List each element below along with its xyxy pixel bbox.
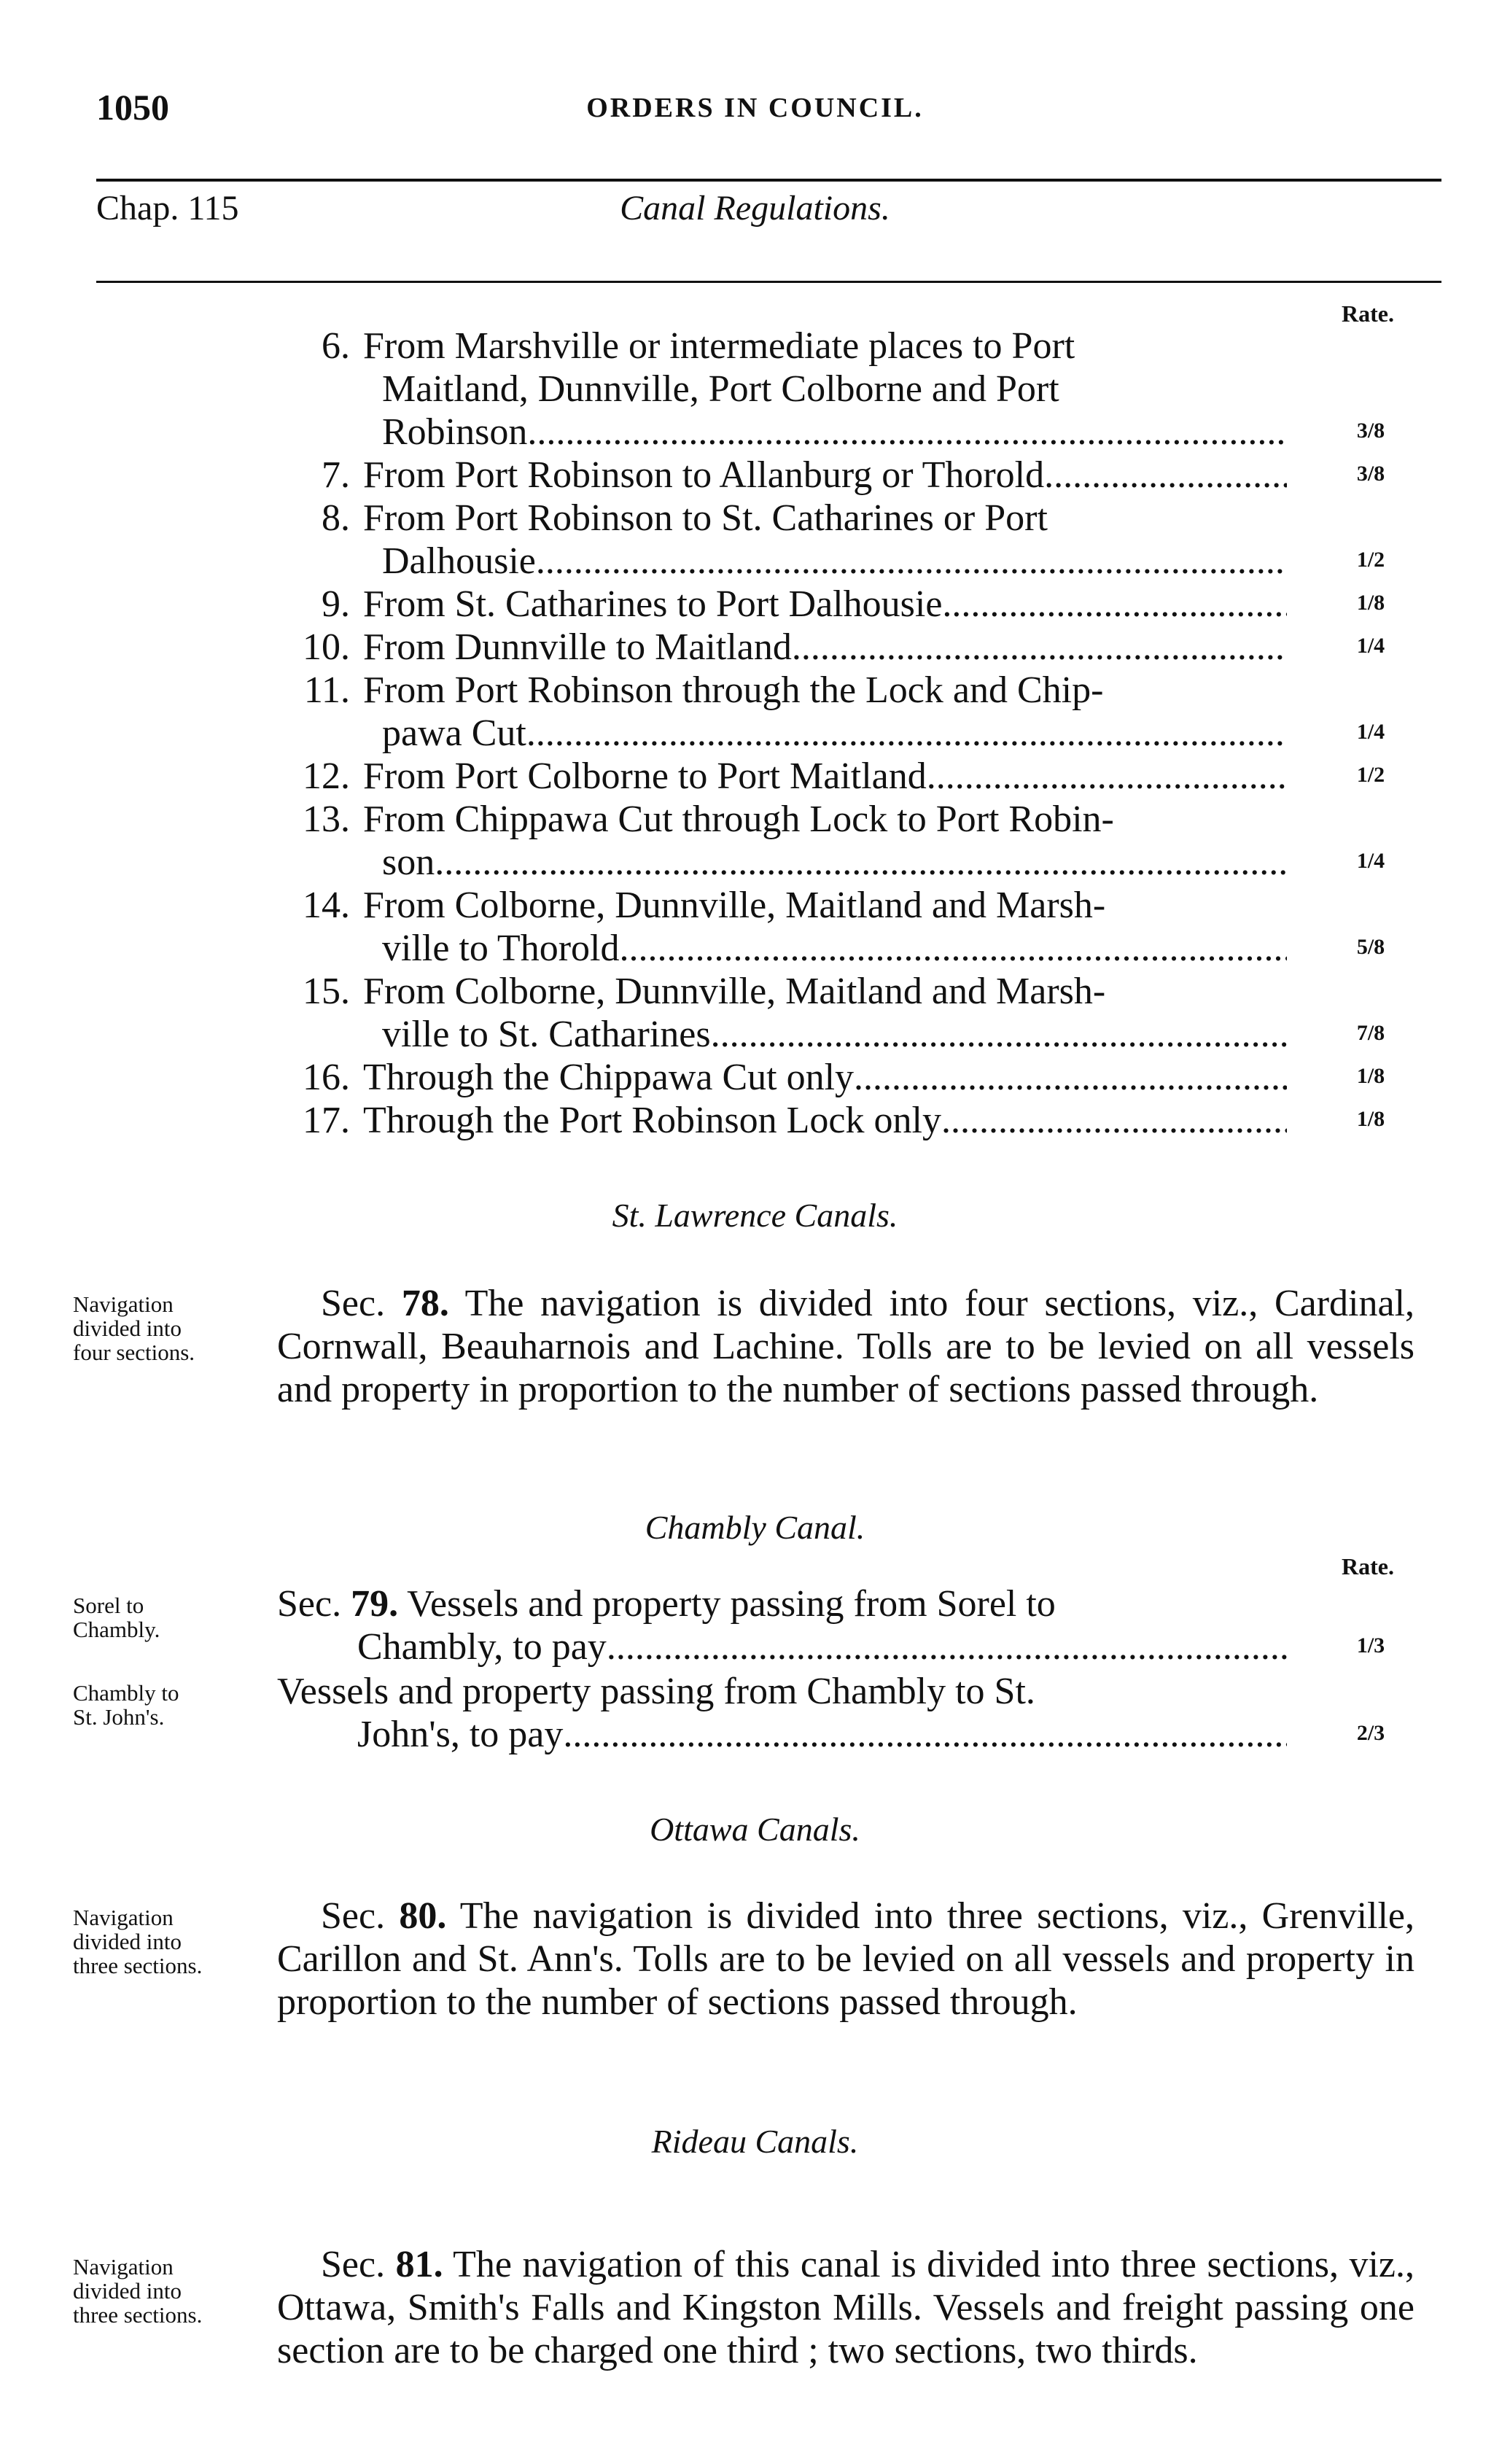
- ottawa-margin-note: [73, 1905, 284, 1978]
- chambly-rate-item: [277, 1582, 1414, 1668]
- toll-text: Robinson: [382, 411, 528, 453]
- dot-leader: [607, 1625, 1287, 1668]
- ottawa-heading: Ottawa Canals.: [650, 1811, 860, 1848]
- section-head: [0, 188, 1510, 239]
- toll-number: 15.: [303, 971, 350, 1012]
- toll-rate: 5/8: [1356, 935, 1385, 959]
- toll-number: 13.: [303, 798, 350, 840]
- toll-number: 8.: [322, 497, 350, 539]
- dot-leader: [619, 927, 1287, 970]
- toll-rate: 1/2: [1356, 763, 1385, 787]
- toll-item: [277, 1056, 1414, 1099]
- margin-note-line: Navigation: [73, 1905, 174, 1930]
- margin-note-line: three sections.: [73, 1953, 203, 1978]
- section-title: Canal Regulations.: [620, 189, 890, 228]
- margin-note-line: St. John's.: [73, 1704, 165, 1730]
- header-rule: [96, 179, 1441, 182]
- margin-note-line: three sections.: [73, 2302, 203, 2328]
- toll-rate: 1/8: [1356, 1107, 1385, 1131]
- sec-label: Sec.: [277, 1583, 342, 1625]
- toll-rate: 1/4: [1356, 849, 1385, 873]
- sec-text: The navigation is divided into three sections, viz., Grenville, Carillon and St. Ann's. Tolls are to be levied on all vessels and property in proportion to the number of sections passed through.: [277, 1895, 1415, 2023]
- margin-note-line: divided into: [73, 1315, 182, 1341]
- toll-text: Maitland, Dunnville, Port Colborne and Port: [382, 368, 1059, 410]
- toll-item: [277, 626, 1414, 669]
- margin-note-line: Navigation: [73, 2254, 174, 2280]
- chambly-rate-item: [277, 1670, 1414, 1756]
- sec-number: 78.: [401, 1283, 449, 1324]
- toll-text: Dalhousie: [382, 540, 536, 582]
- toll-number: 9.: [322, 583, 350, 625]
- dot-leader: [711, 1013, 1287, 1056]
- dot-leader: [927, 755, 1287, 798]
- sec-text: The navigation is divided into four sections, viz., Cardinal, Cornwall, Beauharnois and Lachine. Tolls are to be levied on all vessels and property in proportion to the number of sections passed through.: [277, 1283, 1415, 1410]
- toll-item: [277, 497, 1414, 583]
- dot-leader: [536, 540, 1287, 583]
- chambly-margin-note-1: [73, 1593, 284, 1641]
- toll-number: 14.: [303, 885, 350, 926]
- toll-text: Through the Chippawa Cut only: [363, 1057, 855, 1098]
- chambly-heading: Chambly Canal.: [645, 1509, 865, 1546]
- ottawa-paragraph: [277, 1894, 1414, 2024]
- rate-value: 1/3: [1356, 1633, 1385, 1657]
- st-lawrence-heading: St. Lawrence Canals.: [612, 1197, 898, 1234]
- toll-text: From Marshville or intermediate places to Port: [363, 325, 1075, 367]
- rideau-margin-note: [73, 2255, 284, 2327]
- rideau-heading: Rideau Canals.: [651, 2123, 859, 2160]
- running-title: ORDERS IN COUNCIL.: [586, 93, 924, 123]
- toll-text: From Dunnville to Maitland: [363, 626, 792, 668]
- toll-text: ville to St. Catharines: [382, 1014, 711, 1055]
- section-rule: [96, 281, 1441, 283]
- toll-rate: 1/4: [1356, 634, 1385, 658]
- toll-item: [277, 454, 1414, 497]
- toll-text: ville to Thorold: [382, 928, 620, 969]
- margin-note-line: divided into: [73, 2278, 182, 2304]
- rate-column-label: Rate.: [1342, 1553, 1394, 1579]
- toll-rate: 1/8: [1356, 591, 1385, 615]
- toll-text: From Port Robinson to Allanburg or Thorold: [363, 454, 1045, 496]
- toll-text: Through the Port Robinson Lock only: [363, 1100, 941, 1141]
- toll-item: [277, 798, 1414, 884]
- st-lawrence-margin-note: [73, 1292, 284, 1364]
- dot-leader: [526, 712, 1287, 755]
- sec-label: Sec.: [321, 1283, 386, 1324]
- dot-leader: [1044, 454, 1287, 497]
- st-lawrence-paragraph: [277, 1282, 1414, 1411]
- toll-text: From Chippawa Cut through Lock to Port Robin-: [363, 798, 1114, 840]
- sec-number: 79.: [351, 1583, 399, 1625]
- toll-item: [277, 669, 1414, 755]
- toll-text: From Port Robinson to St. Catharines or Port: [363, 497, 1048, 539]
- dot-leader: [941, 1099, 1287, 1142]
- toll-text: From Colborne, Dunnville, Maitland and Marsh-: [363, 885, 1106, 926]
- toll-item: [277, 884, 1414, 970]
- toll-text: From Colborne, Dunnville, Maitland and Marsh-: [363, 971, 1106, 1012]
- rate-column-label: Rate.: [1342, 300, 1394, 327]
- dot-leader: [435, 841, 1287, 884]
- toll-rate: 1/2: [1356, 548, 1385, 572]
- toll-number: 16.: [303, 1057, 350, 1098]
- toll-item: [277, 324, 1414, 454]
- margin-note-line: Chambly to: [73, 1680, 179, 1706]
- toll-text: From St. Catharines to Port Dalhousie: [363, 583, 943, 625]
- toll-item: [277, 583, 1414, 626]
- rate-item-text: John's, to pay: [357, 1714, 564, 1755]
- margin-note-line: Sorel to: [73, 1593, 144, 1618]
- sec-label: Sec.: [321, 1895, 386, 1937]
- margin-note-line: Navigation: [73, 1291, 174, 1317]
- toll-text: pawa Cut: [382, 712, 526, 754]
- toll-number: 6.: [322, 325, 350, 367]
- margin-note-line: divided into: [73, 1929, 182, 1954]
- toll-list: [277, 324, 1414, 1142]
- toll-item: [277, 1099, 1414, 1142]
- dot-leader: [942, 583, 1287, 626]
- toll-number: 12.: [303, 755, 350, 797]
- toll-item: [277, 970, 1414, 1056]
- dot-leader: [527, 411, 1287, 454]
- chambly-margin-note-2: [73, 1681, 284, 1729]
- toll-number: 7.: [322, 454, 350, 496]
- rate-value: 2/3: [1356, 1721, 1385, 1745]
- toll-rate: 7/8: [1356, 1021, 1385, 1045]
- sec-label: Sec.: [321, 2244, 386, 2285]
- toll-rate: 1/4: [1356, 720, 1385, 744]
- toll-number: 11.: [303, 669, 350, 711]
- rate-item-text: Vessels and property passing from Chambly to St.: [277, 1671, 1035, 1712]
- page-number: 1050: [96, 87, 169, 128]
- sec-number: 80.: [399, 1895, 447, 1937]
- dot-leader: [792, 626, 1287, 669]
- sec-text: The navigation of this canal is divided into three sections, viz., Ottawa, Smith's Falls and Kingston Mills. Vessels and freight passing one section are to be charged one third ; two sections, two thirds.: [277, 2244, 1415, 2371]
- sec-number: 81.: [395, 2244, 443, 2285]
- dot-leader: [563, 1713, 1287, 1756]
- toll-number: 10.: [303, 626, 350, 668]
- rate-item-text: Chambly, to pay: [357, 1626, 607, 1668]
- running-head: [0, 86, 1510, 137]
- rate-item-text: Vessels and property passing from Sorel to: [407, 1583, 1056, 1625]
- dot-leader: [854, 1056, 1287, 1099]
- toll-text: From Port Colborne to Port Maitland: [363, 755, 927, 797]
- toll-rate: 3/8: [1356, 462, 1385, 486]
- margin-note-line: Chambly.: [73, 1617, 160, 1642]
- toll-number: 17.: [303, 1100, 350, 1141]
- toll-item: [277, 755, 1414, 798]
- chapter-label: Chap. 115: [96, 189, 239, 228]
- margin-note-line: four sections.: [73, 1340, 195, 1365]
- toll-text: son: [382, 842, 435, 883]
- toll-text: From Port Robinson through the Lock and Chip-: [363, 669, 1104, 711]
- toll-rate: 3/8: [1356, 419, 1385, 443]
- rideau-paragraph: [277, 2243, 1414, 2372]
- toll-rate: 1/8: [1356, 1064, 1385, 1088]
